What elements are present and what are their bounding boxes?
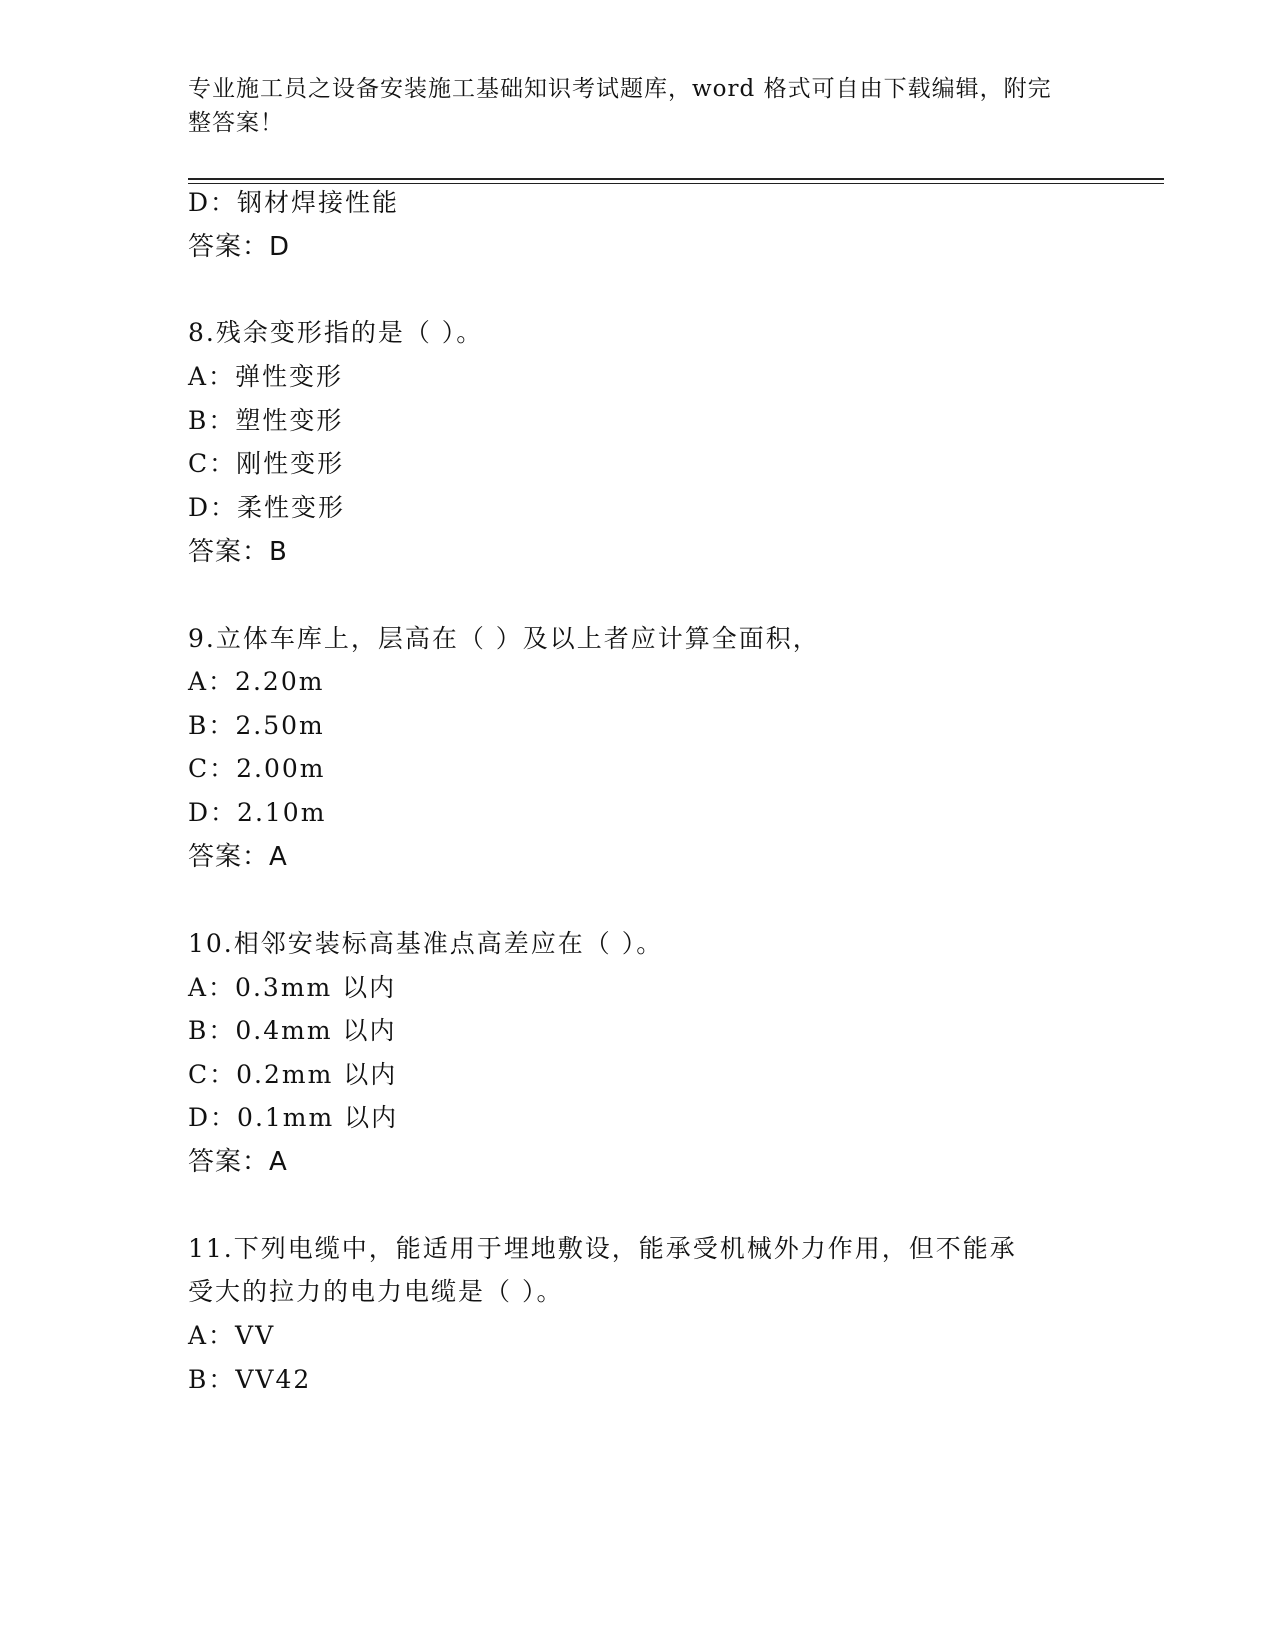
q9-option-b: B：2.50m bbox=[188, 711, 325, 740]
question-9: 9.立体车库上，层高在（ ）及以上者应计算全面积， bbox=[188, 624, 820, 653]
q10-option-d: D：0.1mm 以内 bbox=[188, 1103, 399, 1132]
q10-option-c: C：0.2mm 以内 bbox=[188, 1060, 398, 1089]
q8-option-a: A：弹性变形 bbox=[188, 362, 344, 391]
prev-answer: 答案：D bbox=[188, 232, 291, 262]
q10-option-b: B：0.4mm 以内 bbox=[188, 1016, 397, 1045]
q10-answer: 答案：A bbox=[188, 1147, 288, 1177]
question-10: 10.相邻安装标高基准点高差应在（ ）。 bbox=[188, 929, 664, 958]
header-title-line-1: 专业施工员之设备安装施工基础知识考试题库，word 格式可自由下载编辑，附完 bbox=[188, 76, 1052, 102]
q9-option-c: C：2.00m bbox=[188, 754, 326, 783]
q11-option-a: A：VV bbox=[188, 1321, 276, 1350]
q10-option-a: A：0.3mm 以内 bbox=[188, 973, 397, 1002]
header-title-line-2: 整答案！ bbox=[188, 110, 284, 136]
header-divider-thick bbox=[188, 178, 1164, 180]
question-11-line-2: 受大的拉力的电力电缆是（ ）。 bbox=[188, 1277, 564, 1306]
q8-option-d: D：柔性变形 bbox=[188, 493, 346, 522]
question-11-line-1: 11.下列电缆中，能适用于埋地敷设，能承受机械外力作用，但不能承 bbox=[188, 1234, 1017, 1263]
prev-option-d: D：钢材焊接性能 bbox=[188, 188, 400, 217]
q9-option-a: A：2.20m bbox=[188, 667, 325, 696]
q8-option-c: C：刚性变形 bbox=[188, 449, 345, 478]
q8-answer: 答案：B bbox=[188, 537, 288, 567]
q11-option-b: B：VV42 bbox=[188, 1365, 312, 1394]
q9-option-d: D：2.10m bbox=[188, 798, 327, 827]
question-8: 8.残余变形指的是（ ）。 bbox=[188, 318, 484, 347]
document-header bbox=[188, 72, 1088, 140]
q8-option-b: B：塑性变形 bbox=[188, 406, 344, 435]
header-divider-thin bbox=[188, 183, 1164, 184]
q9-answer: 答案：A bbox=[188, 842, 288, 872]
